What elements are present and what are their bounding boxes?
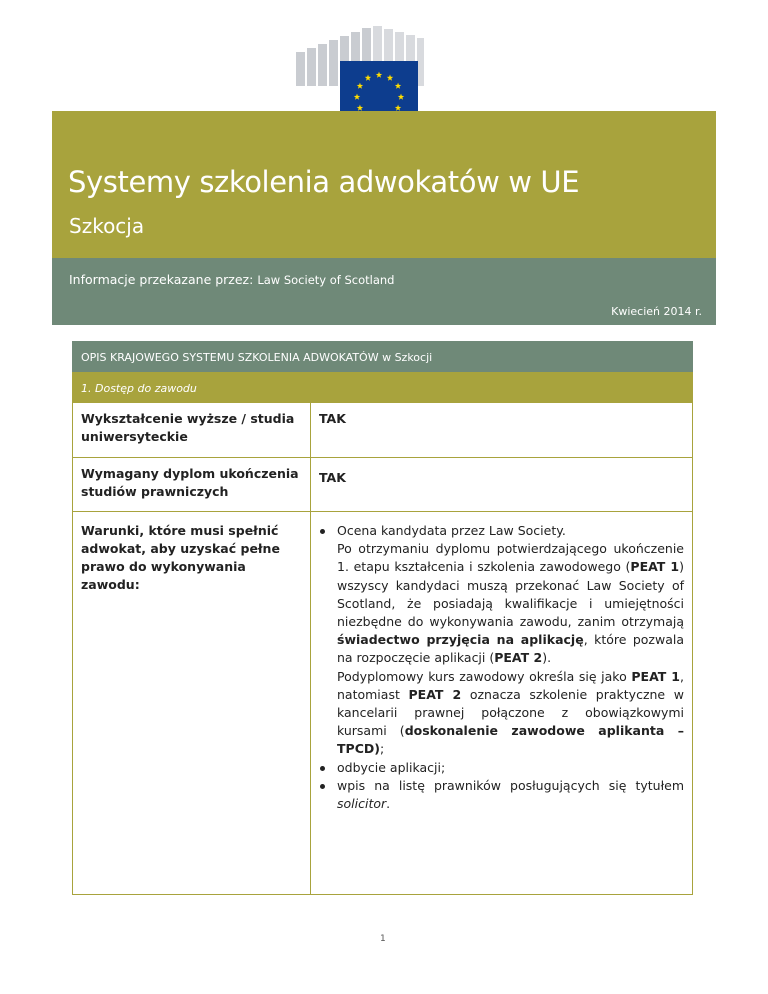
bullet-icon <box>320 784 325 789</box>
requirements-cell <box>311 512 692 894</box>
table-row <box>72 403 693 458</box>
star-icon <box>398 94 404 100</box>
list-item <box>337 522 684 759</box>
row-value: TAK <box>319 470 346 485</box>
item-paragraph: Po otrzymaniu dyplomu potwierdzającego ukończenie 1. etapu kształcenia i szkolenia zawodowego (PEAT 1) wszyscy kandydaci muszą przekonać Law Society of Scotland, że posiadają kwalifikacje i umiejętności niezbędne do wykonywania zawodu, zanim otrzymają świadectwo przyjęcia na aplikację, które pozwala na rozpoczęcie aplikacji (PEAT 2). <box>337 541 684 666</box>
list-item: wpis na listę prawników posługujących się tytułem solicitor. <box>337 777 684 813</box>
table-header: OPIS KRAJOWEGO SYSTEMU SZKOLENIA ADWOKATÓW w Szkocji <box>72 341 693 372</box>
item-paragraph: Podyplomowy kurs zawodowy określa się jako PEAT 1, natomiast PEAT 2 oznacza szkolenie praktyczne w kancelarii prawnej połączone z obowiązkowymi kursami (doskonalenie zawodowe aplikanta – TPCD); <box>337 668 684 757</box>
info-band <box>52 258 716 325</box>
training-system-table <box>72 341 693 895</box>
document-title: Systemy szkolenia adwokatów w UE <box>68 165 580 199</box>
item-title: Ocena kandydata przez Law Society. <box>337 523 566 538</box>
star-icon <box>376 72 382 78</box>
bullet-icon <box>320 766 325 771</box>
list-item: odbycie aplikacji; <box>337 759 684 777</box>
star-icon <box>395 83 401 89</box>
bullet-icon <box>320 529 325 534</box>
star-icon <box>387 75 393 81</box>
star-icon <box>395 105 401 111</box>
row-label: Wymagany dyplom ukończenia studiów prawniczych <box>73 458 311 511</box>
star-icon <box>357 105 363 111</box>
row-value: TAK <box>319 411 346 426</box>
table-row <box>72 512 693 895</box>
row-label: Wykształcenie wyższe / studia uniwersyteckie <box>73 403 311 457</box>
star-icon <box>365 75 371 81</box>
requirements-list <box>319 522 684 813</box>
star-icon <box>357 83 363 89</box>
publication-date: Kwiecień 2014 r. <box>611 305 702 318</box>
row-label: Warunki, które musi spełnić adwokat, aby uzyskać pełne prawo do wykonywania zawodu: <box>73 512 311 894</box>
page-number: 1 <box>380 934 386 944</box>
source-organisation: Law Society of Scotland <box>257 273 395 287</box>
source-prefix: Informacje przekazane przez: <box>69 272 254 287</box>
source-info <box>69 272 394 287</box>
document-subtitle: Szkocja <box>69 214 145 238</box>
section-heading: 1. Dostęp do zawodu <box>72 372 693 403</box>
title-banner <box>52 111 716 258</box>
star-icon <box>354 94 360 100</box>
table-row <box>72 458 693 512</box>
